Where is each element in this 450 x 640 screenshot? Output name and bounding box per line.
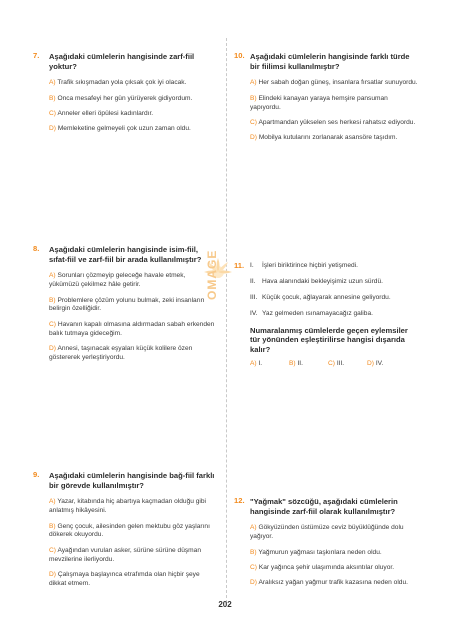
roman-numeral: II. <box>250 277 256 285</box>
question-number: 7. <box>33 51 40 60</box>
roman-numeral: I. <box>250 262 254 269</box>
option-a[interactable] <box>49 79 215 88</box>
option-b[interactable] <box>49 297 215 315</box>
question-11 <box>234 262 420 369</box>
option-letter: D) <box>250 134 257 142</box>
option-b[interactable] <box>250 95 420 113</box>
option-letter: D) <box>49 345 56 353</box>
option-letter: C) <box>49 110 56 117</box>
option-text: Elindeki kanayan yaraya hemşire pansuman yapıyordu. <box>250 94 388 111</box>
option-c[interactable] <box>250 564 420 573</box>
option-letter: B) <box>289 360 296 368</box>
option-letter: D) <box>49 571 56 579</box>
question-number: 12. <box>234 496 245 505</box>
question-number: 10. <box>234 51 245 60</box>
option-text: Apartmandan yükselen ses herkesi rahatsız ediyordu. <box>258 118 416 126</box>
option-letter: B) <box>250 94 257 102</box>
option-letter: A) <box>250 79 257 87</box>
statement-3 <box>250 294 420 303</box>
question-9 <box>33 471 215 595</box>
option-text: II. <box>297 360 303 368</box>
question-10 <box>234 52 420 150</box>
question-number: 8. <box>33 244 40 253</box>
option-b[interactable] <box>289 360 328 369</box>
option-letter: B) <box>49 94 56 102</box>
option-text: Onca mesafeyi her gün yürüyerek gidiyordum. <box>57 94 193 102</box>
question-stem: Aşağıdaki cümlelerin hangisinde zarf-fiil yoktur? <box>49 52 195 71</box>
option-letter: C) <box>250 563 257 571</box>
option-letter: A) <box>250 360 257 368</box>
option-d[interactable] <box>49 571 215 589</box>
option-letter: D) <box>367 360 374 368</box>
option-text: Sorunları çözmeyip geleceğe havale etmek, yükümüzü çekilmez hâle getirir. <box>49 272 186 289</box>
option-letter: A) <box>49 498 56 506</box>
page-number <box>0 600 450 609</box>
question-stem: Aşağıdaki cümlelerin hangisinde bağ-fiil farklı bir görevde kullanılmıştır? <box>49 471 215 490</box>
option-c[interactable] <box>49 547 215 565</box>
option-text: Problemlere çözüm yolunu bulmak, zeki insanların belirgin özelliğidir. <box>49 296 205 313</box>
option-letter: B) <box>250 548 257 556</box>
option-letter: D) <box>49 125 56 133</box>
option-letter: B) <box>49 522 56 530</box>
option-a[interactable] <box>49 498 215 516</box>
option-c[interactable] <box>328 360 367 369</box>
question-12 <box>234 497 420 595</box>
option-text: Yazar, kitabında hiç abartıya kaçmadan olduğu gibi anlatmış hikâyesini. <box>49 498 207 515</box>
question-7 <box>33 52 215 141</box>
statement-text: Küçük çocuk, ağlayarak annesine geliyordu. <box>262 293 391 301</box>
option-text: III. <box>336 360 345 368</box>
options <box>250 360 420 369</box>
option-d[interactable] <box>367 360 406 369</box>
roman-numeral: IV. <box>250 309 258 317</box>
option-letter: A) <box>250 524 257 532</box>
option-text: Memleketine gelmeyeli çok uzun zaman oldu. <box>57 125 191 133</box>
option-d[interactable] <box>49 345 215 363</box>
option-a[interactable] <box>250 524 420 542</box>
statement-text: Yaz gelmeden ısınamayacağız galiba. <box>262 309 373 317</box>
question-stem: Aşağıdaki cümlelerin hangisinde farklı türde bir fiilimsi kullanılmıştır? <box>250 52 410 71</box>
option-letter: A) <box>49 272 56 280</box>
roman-numeral: III. <box>250 293 258 301</box>
option-text: Kar yağınca şehir ulaşımında aksıntılar oluyor. <box>258 563 395 571</box>
page-number-text: 202 <box>218 600 232 609</box>
option-d[interactable] <box>49 125 215 134</box>
statement-4 <box>250 310 420 319</box>
option-b[interactable] <box>49 95 215 104</box>
question-number: 11. <box>234 261 245 270</box>
question-stem: Aşağıdaki cümlelerin hangisinde isim-fiil, sıfat-fiil ve zarf-fiil bir arada kullanılmıştır? <box>49 245 202 264</box>
option-c[interactable] <box>250 119 420 128</box>
option-text: Aralıksız yağan yağmur trafik kazasına neden oldu. <box>258 579 408 587</box>
option-a[interactable] <box>250 360 289 369</box>
option-letter: C) <box>49 320 56 328</box>
option-b[interactable] <box>49 523 215 541</box>
options <box>250 79 420 143</box>
statement-1 <box>250 262 420 271</box>
option-c[interactable] <box>49 321 215 339</box>
option-letter: B) <box>49 296 56 304</box>
option-text: Yağmurun yağması taşkınlara neden oldu. <box>258 548 382 556</box>
option-letter: D) <box>250 579 257 587</box>
option-d[interactable] <box>250 579 420 588</box>
option-letter: C) <box>250 118 257 126</box>
statement-text: Hava alanındaki bekleyişimiz uzun sürdü. <box>262 277 383 285</box>
option-text: Gökyüzünden üstümüze ceviz büyüklüğünde dolu yağıyor. <box>250 524 404 541</box>
options <box>49 79 215 134</box>
option-text: Trafik sıkışmadan yola çıksak çok iyi olacak. <box>57 79 187 87</box>
question-number: 9. <box>33 470 40 479</box>
statement-2 <box>250 278 420 287</box>
option-text: Havanın kapalı olmasına aldırmadan sabah erkenden balık tutmaya gideceğim. <box>49 320 215 337</box>
options <box>49 498 215 589</box>
option-text: Mobilya kutularını zorlanarak asansöre taşıdım. <box>258 134 398 142</box>
option-text: IV. <box>375 360 384 368</box>
option-text: Annesi, taşınacak eşyaları küçük kolilere özen göstererek yerleştiriyordu. <box>49 345 193 362</box>
option-text: Anneler elleri öpülesi kadınlardır. <box>57 110 154 117</box>
options <box>250 524 420 588</box>
statements <box>250 262 420 319</box>
statement-text: İşleri biriktirince hiçbiri yetişmedi. <box>262 262 358 269</box>
option-text: I. <box>258 360 263 368</box>
watermark: OMAGE <box>205 249 219 300</box>
option-text: Çalışmaya başlayınca etrafımda olan hiçbir şeye dikkat etmem. <box>49 571 200 588</box>
option-a[interactable] <box>250 79 420 88</box>
option-letter: A) <box>49 79 56 87</box>
option-text: Genç çocuk, ailesinden gelen mektubu göz yaşlarını dökerek okuyordu. <box>49 522 210 539</box>
question-stem: Numaralanmış cümlelerde geçen eylemsiler tür yönünden eşleştirilirse hangisi dışarıda kalır? <box>250 325 408 354</box>
option-text: Ayağından vurulan asker, sürüne sürüne düşman mevzilerine ilerliyordu. <box>49 546 202 563</box>
option-d[interactable] <box>250 134 420 143</box>
option-c[interactable] <box>49 110 215 119</box>
column-divider <box>226 38 227 603</box>
option-b[interactable] <box>250 549 420 558</box>
question-stem: "Yağmak" sözcüğü, aşağıdaki cümlelerin hangisinde zarf-fiil olarak kullanılmıştır? <box>250 497 398 516</box>
option-letter: C) <box>328 360 335 368</box>
option-text: Her sabah doğan güneş, insanlara fırsatlar sunuyordu. <box>258 79 418 87</box>
option-letter: C) <box>49 546 56 554</box>
